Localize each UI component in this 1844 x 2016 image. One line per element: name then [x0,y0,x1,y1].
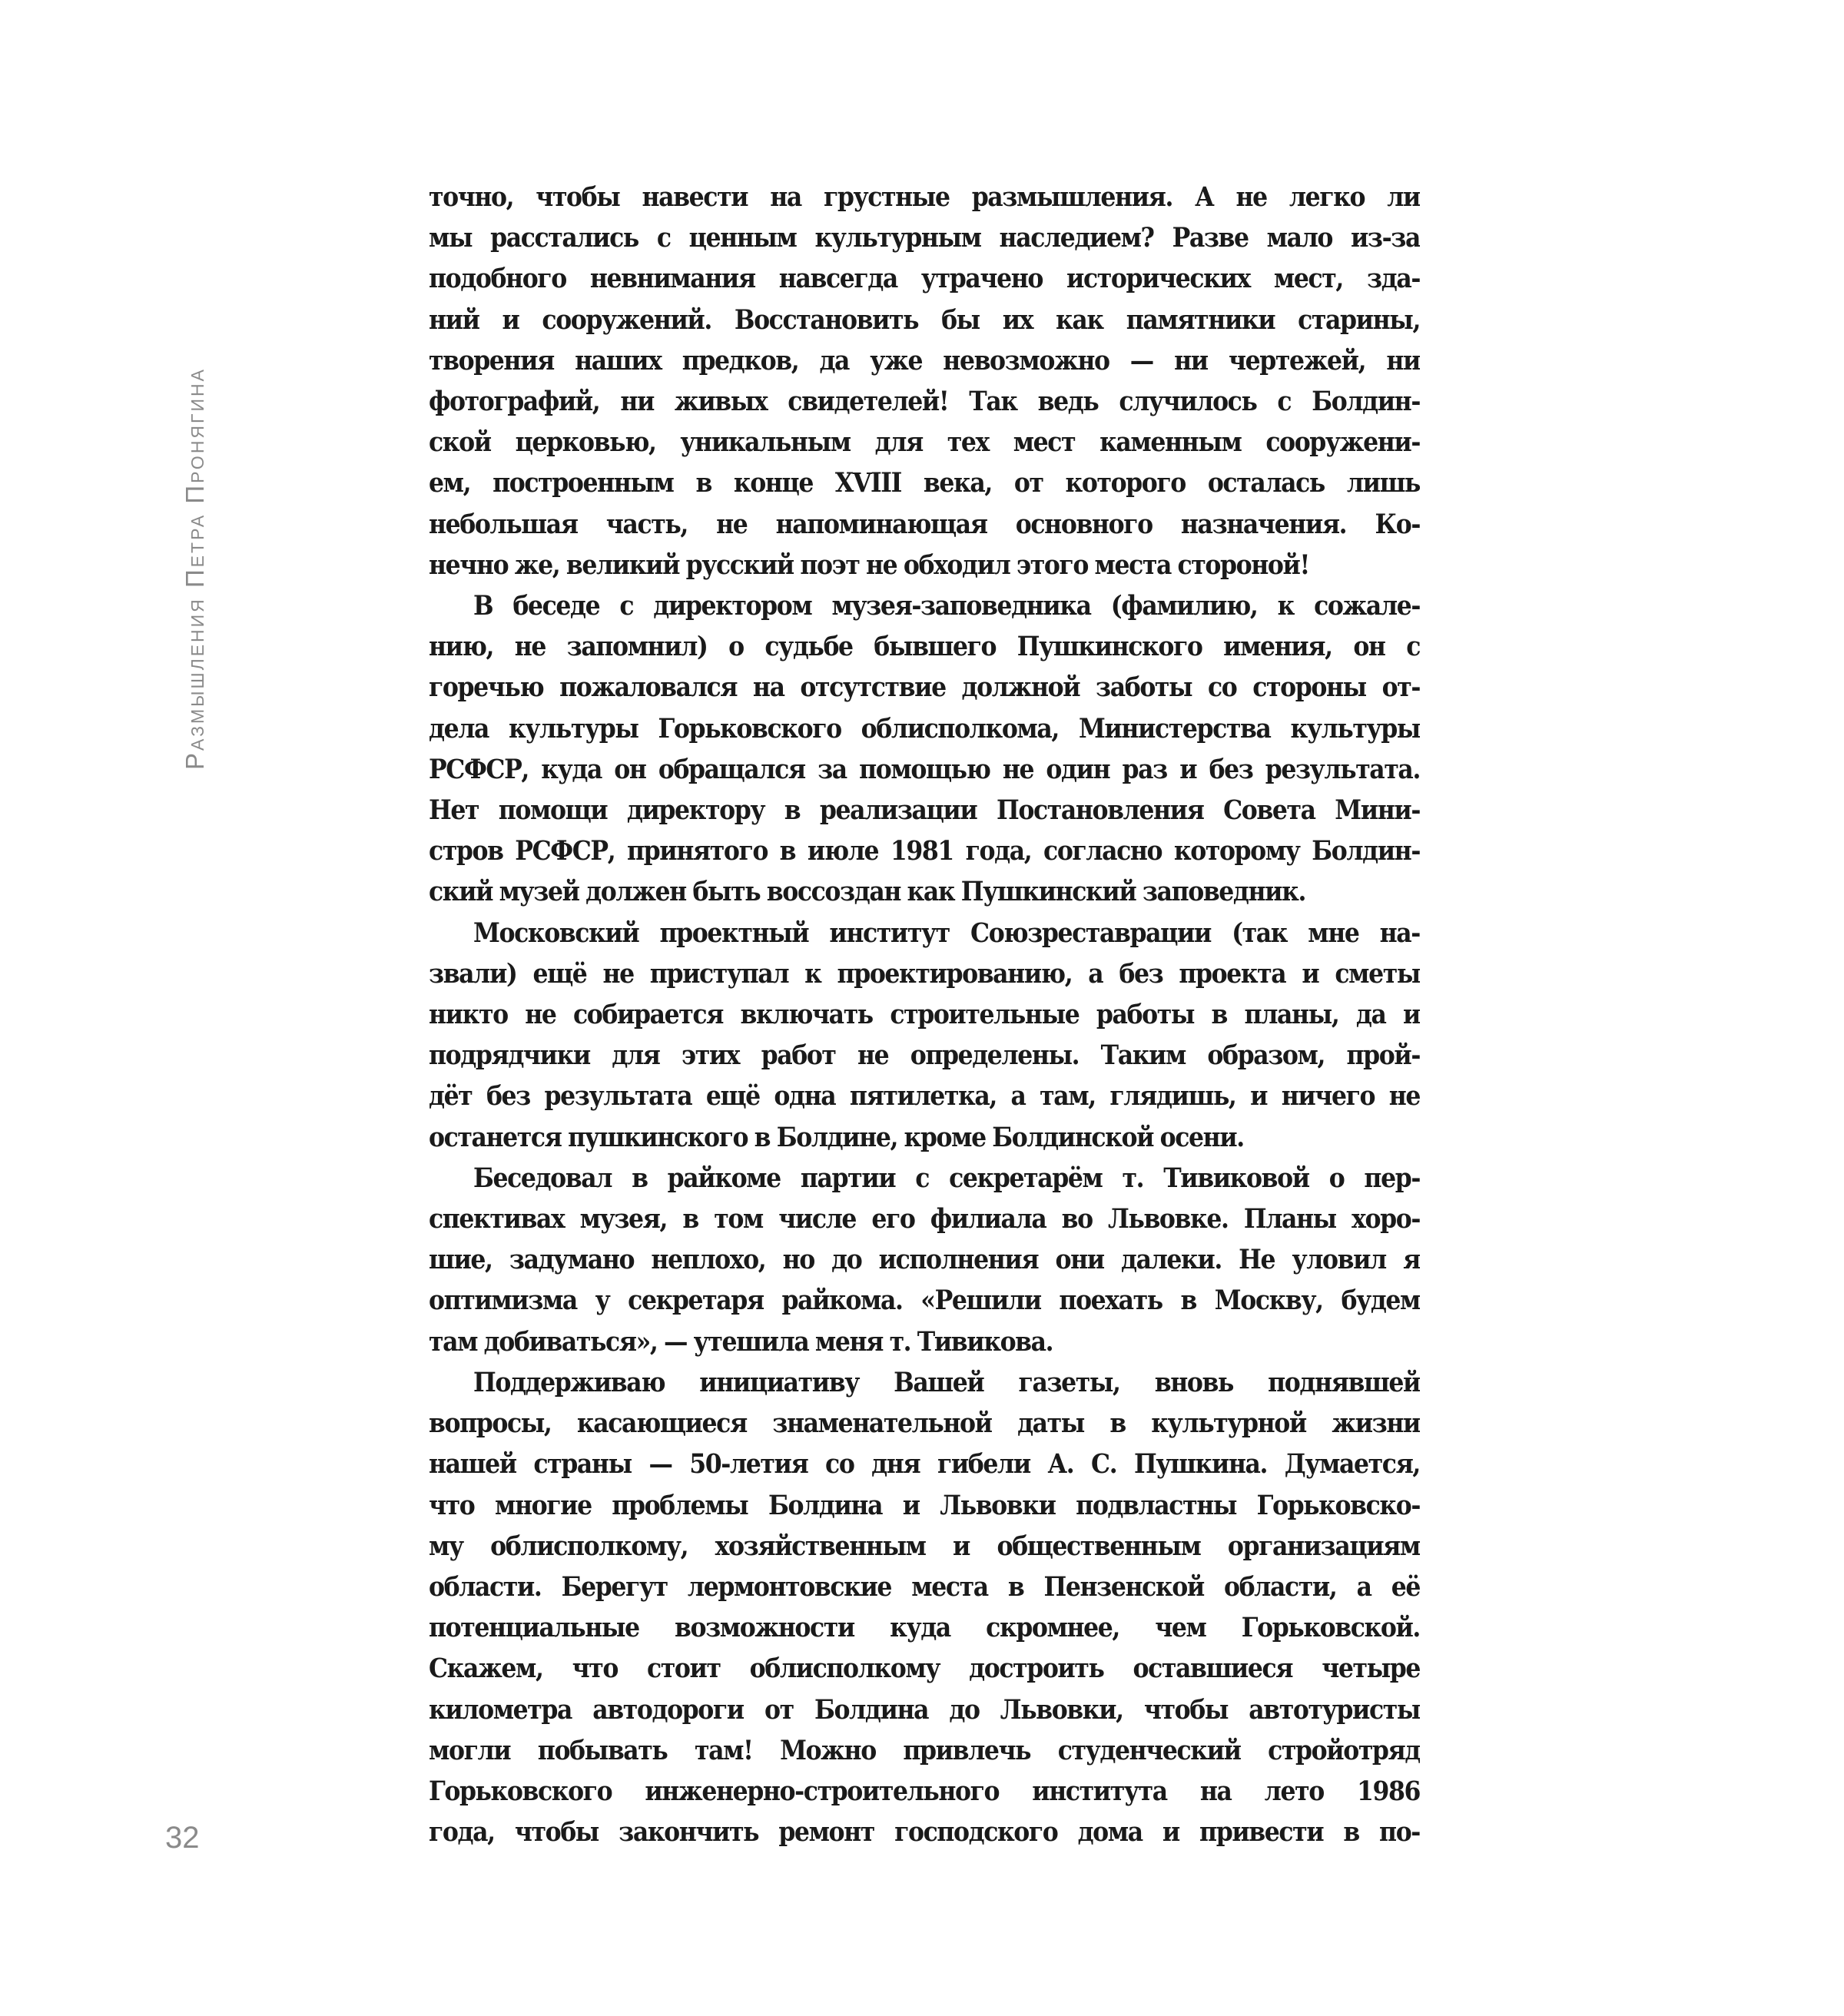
text-line: области. Берегут лермонтовские места в Пензенской области, а её [429,1570,1420,1603]
text-line: ский музей должен быть воссоздан как Пушкинский заповедник. [429,876,1306,908]
text-line: спективах музея, в том числе его филиала во Львовке. Планы хоро- [429,1203,1420,1235]
text-line: оптимизма у секретаря райкома. «Решили поехать в Москву, будем [429,1285,1420,1317]
paragraph [429,913,1420,1158]
text-line: мы расстались с ценным культурным наследием? Разве мало из-за [429,222,1420,254]
text-line: точно, чтобы навести на грустные размышления. А не легко ли [429,181,1420,213]
text-line: подрядчики для этих работ не определены. Таким образом, прой- [429,1040,1420,1072]
text-line: там добиваться», — утешила меня т. Тивикова. [429,1325,1053,1358]
text-line: творения наших предков, да уже невозможно — ни чертежей, ни [429,344,1420,376]
text-line: нию, не запомнил) о судьбе бывшего Пушкинского имения, он с [429,631,1420,663]
text-line: дёт без результата ещё одна пятилетка, а там, глядишь, и ничего не [429,1080,1420,1112]
text-line: потенциальные возможности куда скромнее, чем Горьковской. [429,1612,1420,1644]
text-line: стров РСФСР, принятого в июле 1981 года, согласно которому Болдин- [429,835,1420,867]
text-line: года, чтобы закончить ремонт господского дома и привести в по- [429,1816,1420,1849]
page-number: 32 [165,1821,200,1855]
body-text [429,177,1420,1852]
text-line: Нет помощи директору в реализации Постановления Совета Мини- [429,794,1420,827]
text-line: Московский проектный институт Союзреставрации (так мне на- [473,917,1420,949]
text-line: фотографий, ни живых свидетелей! Так ведь случилось с Болдин- [429,386,1420,418]
text-line: В беседе с директором музея-заповедника (фамилию, к сожале- [473,590,1420,622]
text-line: подобного невнимания навсегда утрачено исторических мест, зда- [429,263,1420,295]
text-line: небольшая часть, не напоминающая основного назначения. Ко- [429,508,1420,540]
text-line: дела культуры Горьковского облисполкома, Министерства культуры [429,712,1420,744]
text-line: Горьковского инженерно-строительного института на лето 1986 [429,1775,1420,1807]
text-line: Поддерживаю инициативу Вашей газеты, вновь поднявшей [473,1366,1420,1398]
paragraph [429,177,1420,585]
paragraph [429,1158,1420,1362]
text-line: му облисполкому, хозяйственным и общественным организациям [429,1530,1420,1562]
running-head: Размышления Петра Пронягина [181,367,209,770]
text-line: звали) ещё не приступал к проектированию, а без проекта и сметы [429,957,1420,990]
paragraph [429,1362,1420,1852]
text-line: километра автодороги от Болдина до Львовки, чтобы автотуристы [429,1693,1420,1726]
text-line: шие, задумано неплохо, но до исполнения они далеки. Не уловил я [429,1244,1420,1276]
text-line: ской церковью, уникальным для тех мест каменным сооружени- [429,426,1420,459]
text-line: ем, построенным в конце XVIII века, от которого осталась лишь [429,467,1420,499]
text-line: нашей страны — 50-летия со дня гибели А. С. Пушкина. Думается, [429,1448,1420,1480]
text-line: что многие проблемы Болдина и Львовки подвластны Горьковско- [429,1489,1420,1521]
text-line: Беседовал в райкоме партии с секретарём т. Тивиковой о пер- [473,1162,1420,1194]
text-line: никто не собирается включать строительные работы в планы, да и [429,999,1420,1031]
text-line: нечно же, великий русский поэт не обходил этого места стороной! [429,549,1309,581]
text-line: Скажем, что стоит облисполкому достроить оставшиеся четыре [429,1653,1420,1685]
text-line: останется пушкинского в Болдине, кроме Болдинской осени. [429,1121,1244,1153]
text-line: могли побывать там! Можно привлечь студенческий стройотряд [429,1734,1420,1766]
text-line: РСФСР, куда он обращался за помощью не один раз и без результата. [429,753,1420,785]
paragraph [429,585,1420,913]
text-line: ний и сооружений. Восстановить бы их как памятники старины, [429,303,1420,336]
text-line: горечью пожаловался на отсутствие должной заботы со стороны от- [429,671,1420,704]
text-line: вопросы, касающиеся знаменательной даты в культурной жизни [429,1408,1420,1440]
